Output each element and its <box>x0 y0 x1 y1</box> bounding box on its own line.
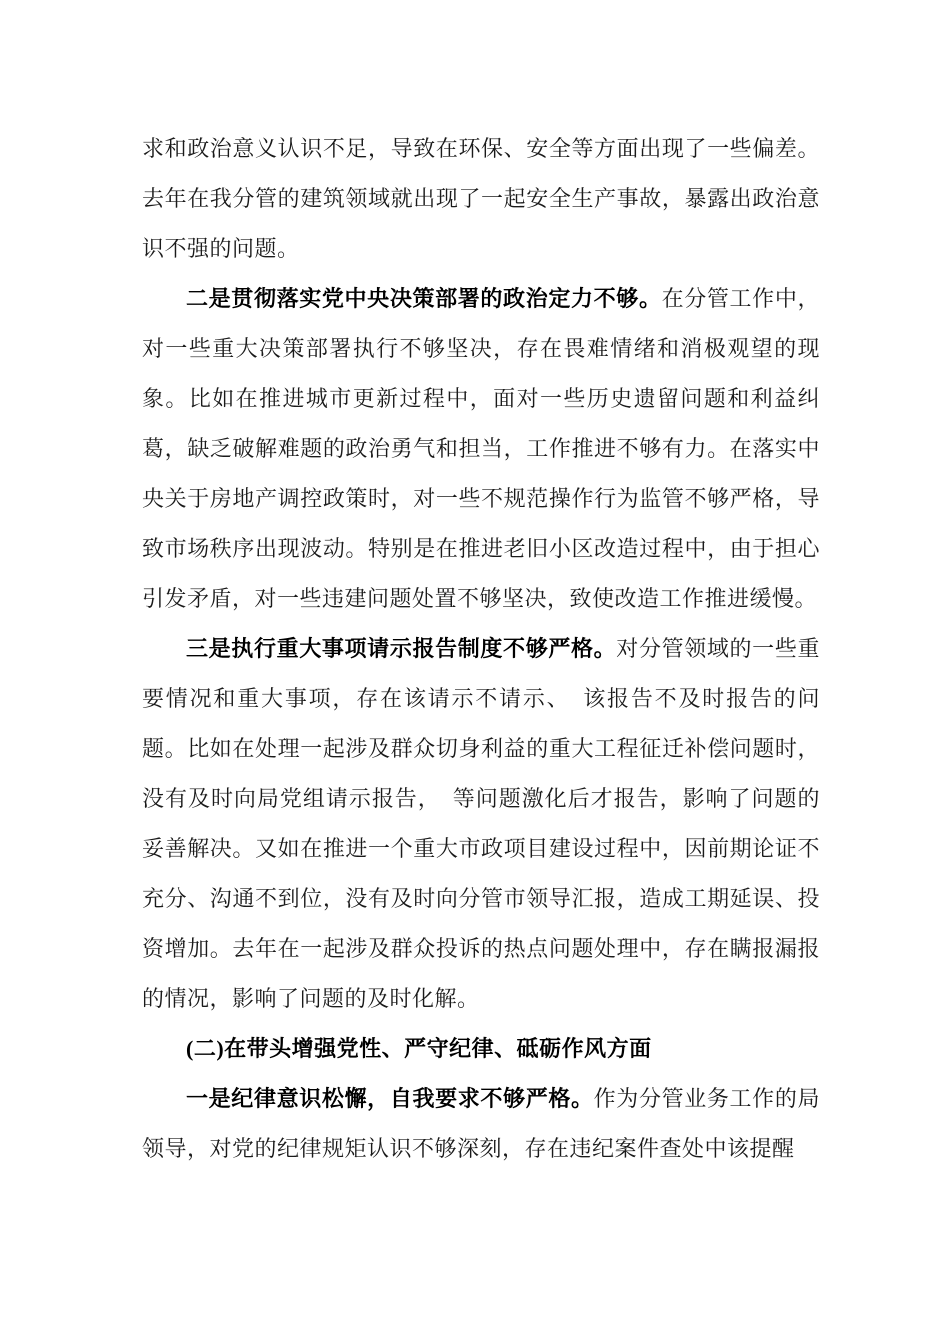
bold-text-segment: 三是执行重大事项请示报告制度不够严格。 <box>186 636 617 661</box>
para-point-one-discipline-awareness <box>142 1074 820 1174</box>
text-segment: 作为分管业务工作的局领导，对党的纪律规矩认识不够深刻，存在违纪案件查处中该提醒 <box>142 1086 820 1161</box>
text-segment: 对分管领域的一些重要情况和重大事项，存在该请示不请示、 该报告不及时报告的问题。比如在处理一起涉及群众切身利益的重大工程征迁补偿问题时，没有及时向局党组请示报告， 等问题激化后才报告，影响了问题的妥善解决。又如在推进一个重大市政项目建设过程中，因前期论证不充分、沟通不到位，没有及时向分管市领导汇报，造成工期延误、投资增加。去年在一起涉及群众投诉的热点问题处理中，存在瞒报漏报的情况，影响了问题的及时化解。 <box>142 636 820 1011</box>
bold-text-segment: (二)在带头增强党性、严守纪律、砥砺作风方面 <box>186 1036 652 1061</box>
heading-section-two-party-spirit <box>142 1024 820 1074</box>
para-point-two-political-resolve <box>142 274 820 624</box>
bold-text-segment: 一是纪律意识松懈，自我要求不够严格。 <box>186 1086 594 1111</box>
document-body <box>142 124 820 1174</box>
bold-text-segment: 二是贯彻落实党中央决策部署的政治定力不够。 <box>186 286 662 311</box>
text-segment: 在分管工作中，对一些重大决策部署执行不够坚决，存在畏难情绪和消极观望的现象。比如在推进城市更新过程中，面对一些历史遗留问题和利益纠葛，缺乏破解难题的政治勇气和担当，工作推进不够有力。在落实中央关于房地产调控政策时，对一些不规范操作行为监管不够严格，导致市场秩序出现波动。特别是在推进老旧小区改造过程中，由于担心引发矛盾，对一些违建问题处置不够坚决，致使改造工作推进缓慢。 <box>142 286 820 611</box>
text-segment: 求和政治意义认识不足，导致在环保、安全等方面出现了一些偏差。去年在我分管的建筑领域就出现了一起安全生产事故，暴露出政治意识不强的问题。 <box>142 136 820 261</box>
para-political-awareness-continued <box>142 124 820 274</box>
para-point-three-reporting-system <box>142 624 820 1024</box>
